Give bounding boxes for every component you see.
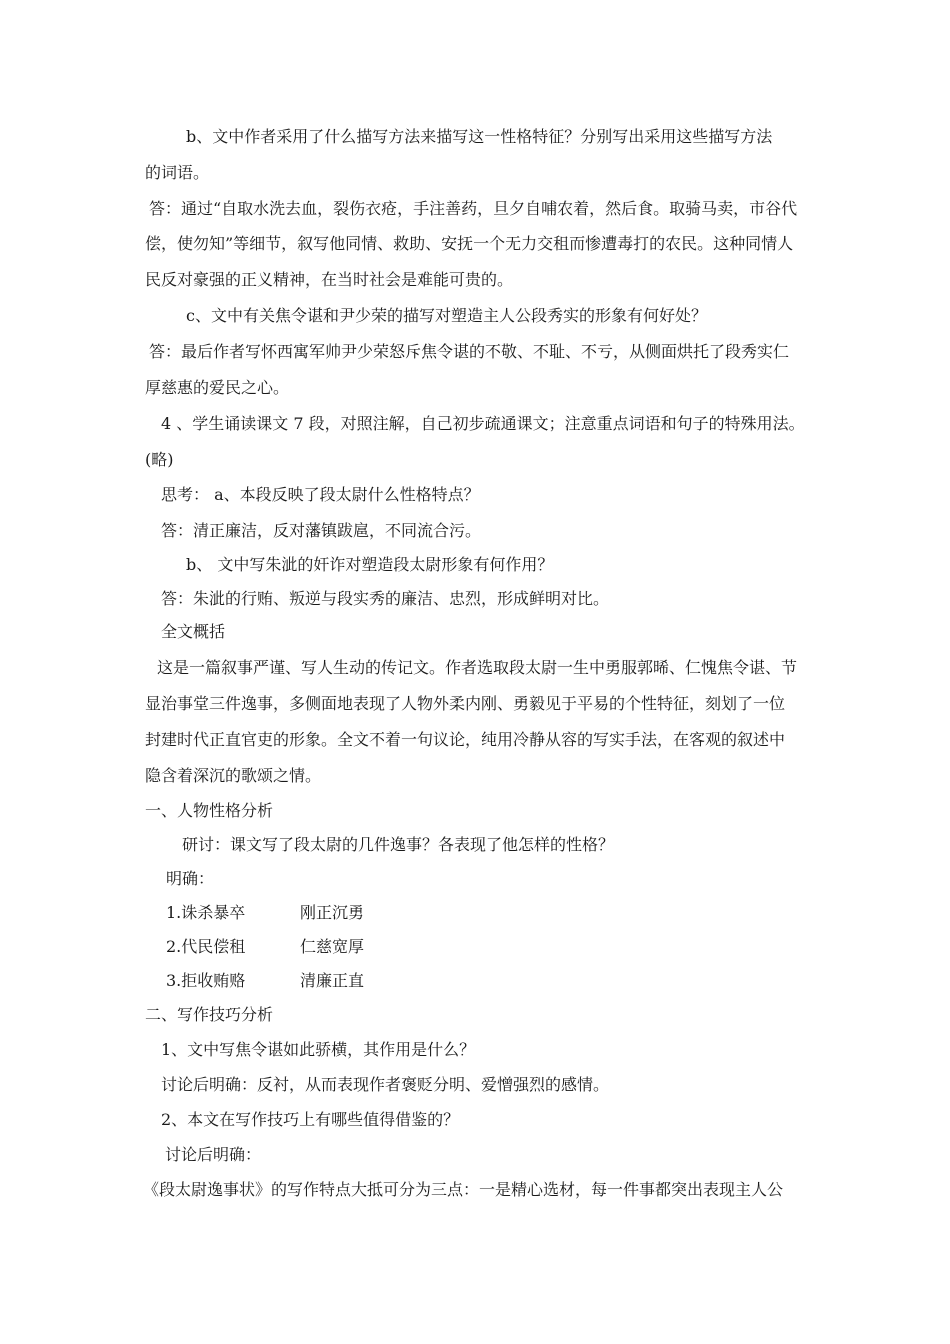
text-line: 民反对豪强的正义精神，在当时社会是难能可贵的。 [145, 270, 514, 289]
text-line: 1、文中写焦令谌如此骄横，其作用是什么？ [161, 1040, 476, 1059]
trait-value: 清廉正直 [300, 971, 365, 990]
text-line: 研讨：课文写了段太尉的几件逸事？各表现了他怎样的性格？ [182, 835, 615, 854]
list-item: 1.诛杀暴卒 [166, 903, 246, 922]
trait-value: 刚正沉勇 [300, 903, 365, 922]
text-line: 的词语。 [145, 163, 210, 182]
text-line: 思考： a、本段反映了段太尉什么性格特点？ [161, 485, 480, 504]
text-line: 讨论后明确： [165, 1145, 262, 1164]
text-line: b、文中作者采用了什么描写方法来描写这一性格特征？分别写出采用这些描写方法 [186, 127, 773, 146]
text-line: 隐含着深沉的歌颂之情。 [145, 766, 322, 785]
text-line: 答：清正廉洁，反对藩镇跋扈，不同流合污。 [161, 521, 482, 540]
list-item: 2.代民偿租 [166, 937, 246, 956]
section-heading: 二、写作技巧分析 [145, 1005, 274, 1024]
text-line: 答：最后作者写怀西寓军帅尹少荣怒斥焦令谌的不敬、不耻、不亏，从侧面烘托了段秀实仁 [149, 342, 790, 361]
list-item: 3.拒收贿赂 [166, 971, 246, 990]
text-line: 这是一篇叙事严谨、写人生动的传记文。作者选取段太尉一生中勇服郭晞、仁愧焦令谌、节 [157, 658, 798, 677]
section-heading: 全文概括 [161, 622, 226, 641]
text-line: 明确： [166, 869, 215, 888]
text-line: 讨论后明确：反衬，从而表现作者褒贬分明、爱憎强烈的感情。 [161, 1075, 610, 1094]
text-line: 偿，使勿知”等细节，叙写他同情、救助、安抚一个无力交租而惨遭毒打的农民。这种同情人 [145, 234, 794, 253]
text-line: 答：通过“自取水洗去血，裂伤衣疮，手注善药，旦夕自哺农着，然后食。取骑马卖，市谷代 [149, 199, 798, 218]
text-line: (略) [145, 450, 174, 469]
text-line: 厚慈惠的爱民之心。 [145, 378, 290, 397]
text-line: 4 、学生诵读课文 7 段，对照注解，自己初步疏通课文；注意重点词语和句子的特殊用法。 [161, 414, 805, 433]
text-line: b、 文中写朱泚的奸诈对塑造段太尉形象有何作用？ [186, 555, 554, 574]
text-line: 封建时代正直官吏的形象。全文不着一句议论，纯用冷静从容的写实手法，在客观的叙述中 [145, 730, 786, 749]
text-line: 2、本文在写作技巧上有哪些值得借鉴的？ [161, 1110, 460, 1129]
trait-value: 仁慈宽厚 [300, 937, 365, 956]
section-heading: 一、人物性格分析 [145, 801, 274, 820]
text-line: c、文中有关焦令谌和尹少荣的描写对塑造主人公段秀实的形象有何好处？ [186, 306, 707, 325]
text-line: 《段太尉逸事状》的写作特点大抵可分为三点：一是精心选材，每一件事都突出表现主人公 [143, 1180, 784, 1199]
text-line: 显治事堂三件逸事，多侧面地表现了人物外柔内刚、勇毅见于平易的个性特征，刻划了一位 [145, 694, 786, 713]
text-line: 答：朱泚的行贿、叛逆与段实秀的廉洁、忠烈，形成鲜明对比。 [161, 589, 610, 608]
